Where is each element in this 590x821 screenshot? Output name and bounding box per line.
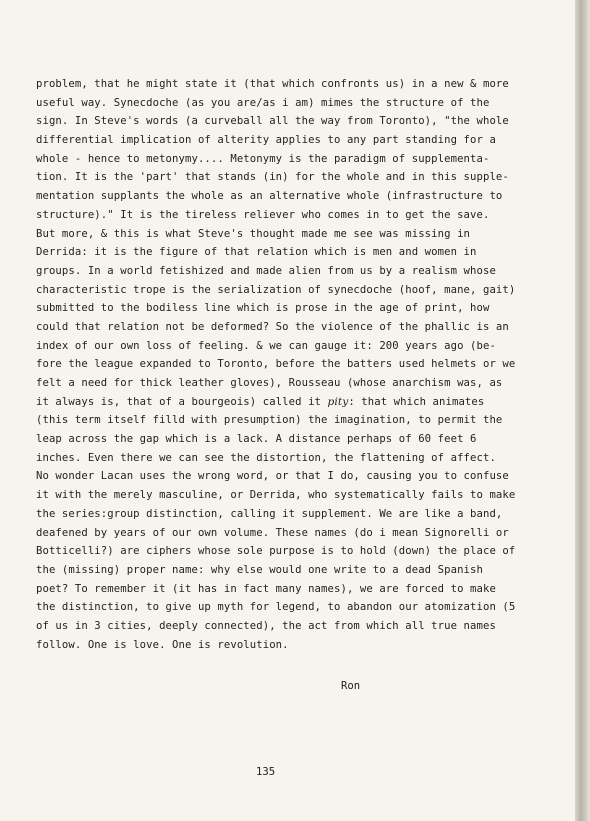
text-line: inches. Even there we can see the distortion, the flattening of affect. [36,451,496,464]
text-line: the (missing) proper name: why else would one write to a dead Spanish [36,563,483,576]
body-text [36,75,536,654]
text-line: characteristic trope is the serialization of synecdoche (hoof, mane, gait) [36,283,516,296]
page-edge-shadow [575,0,590,821]
text-line: tion. It is the 'part' that stands (in) for the whole and in this supple- [36,171,509,184]
text-line: index of our own loss of feeling. & we can gauge it: 200 years ago (be- [36,339,496,352]
text-line: But more, & this is what Steve's thought made me see was missing in [36,227,471,240]
page-number: 135 [256,766,276,778]
text-line: leap across the gap which is a lack. A distance perhaps of 60 feet 6 [36,433,477,446]
text-line: Derrida: it is the figure of that relation which is men and women in [36,246,477,259]
text-line: groups. In a world fetishized and made alien from us by a realism whose [36,264,496,277]
text-line: mentation supplants the whole as an alternative whole (infrastructure to [36,190,503,203]
text-line: Botticelli?) are ciphers whose sole purpose is to hold (down) the place of [36,545,516,558]
text-line-with-italic [36,393,536,412]
text-segment: : that which animates [348,395,485,408]
text-line: structure)." It is the tireless reliever who comes in to get the save. [36,208,490,221]
text-line: fore the league expanded to Toronto, before the batters used helmets or we [36,358,516,371]
text-line: felt a need for thick leather gloves), Rousseau (whose anarchism was, as [36,377,503,389]
text-line: the distinction, to give up myth for legend, to abandon our atomization (5 [36,601,516,614]
text-line: submitted to the bodiless line which is prose in the age of print, how [36,302,490,315]
text-line: whole - hence to metonymy.... Metonymy is the paradigm of supplementa- [36,152,490,165]
text-line: deafened by years of our own volume. These names (do i mean Signorelli or [36,526,509,539]
italic-word: pity [327,395,349,408]
text-line: of us in 3 cities, deeply connected), the act from which all true names [36,619,496,632]
text-line: useful way. Synecdoche (as you are/as i am) mimes the structure of the [36,96,490,109]
text-line: (this term itself filld with presumption) the imagination, to permit the [36,414,503,427]
text-line: differential implication of alterity applies to any part standing for a [36,134,496,147]
text-line: poet? To remember it (it has in fact many names), we are forced to make [36,582,496,595]
text-line: problem, that he might state it (that which confronts us) in a new & more [36,78,509,90]
text-line: No wonder Lacan uses the wrong word, or that I do, causing you to confuse [36,470,509,483]
signature: Ron [341,680,361,692]
text-line: could that relation not be deformed? So the violence of the phallic is an [36,320,509,333]
text-line: the series:group distinction, calling it supplement. We are like a band, [36,507,503,520]
text-segment: it always is, that of a bourgeois) called it [36,395,328,408]
text-line: follow. One is love. One is revolution. [36,638,289,651]
text-line: it with the merely masculine, or Derrida, who systematically fails to make [36,489,516,502]
text-line: sign. In Steve's words (a curveball all the way from Toronto), "the whole [36,115,509,128]
